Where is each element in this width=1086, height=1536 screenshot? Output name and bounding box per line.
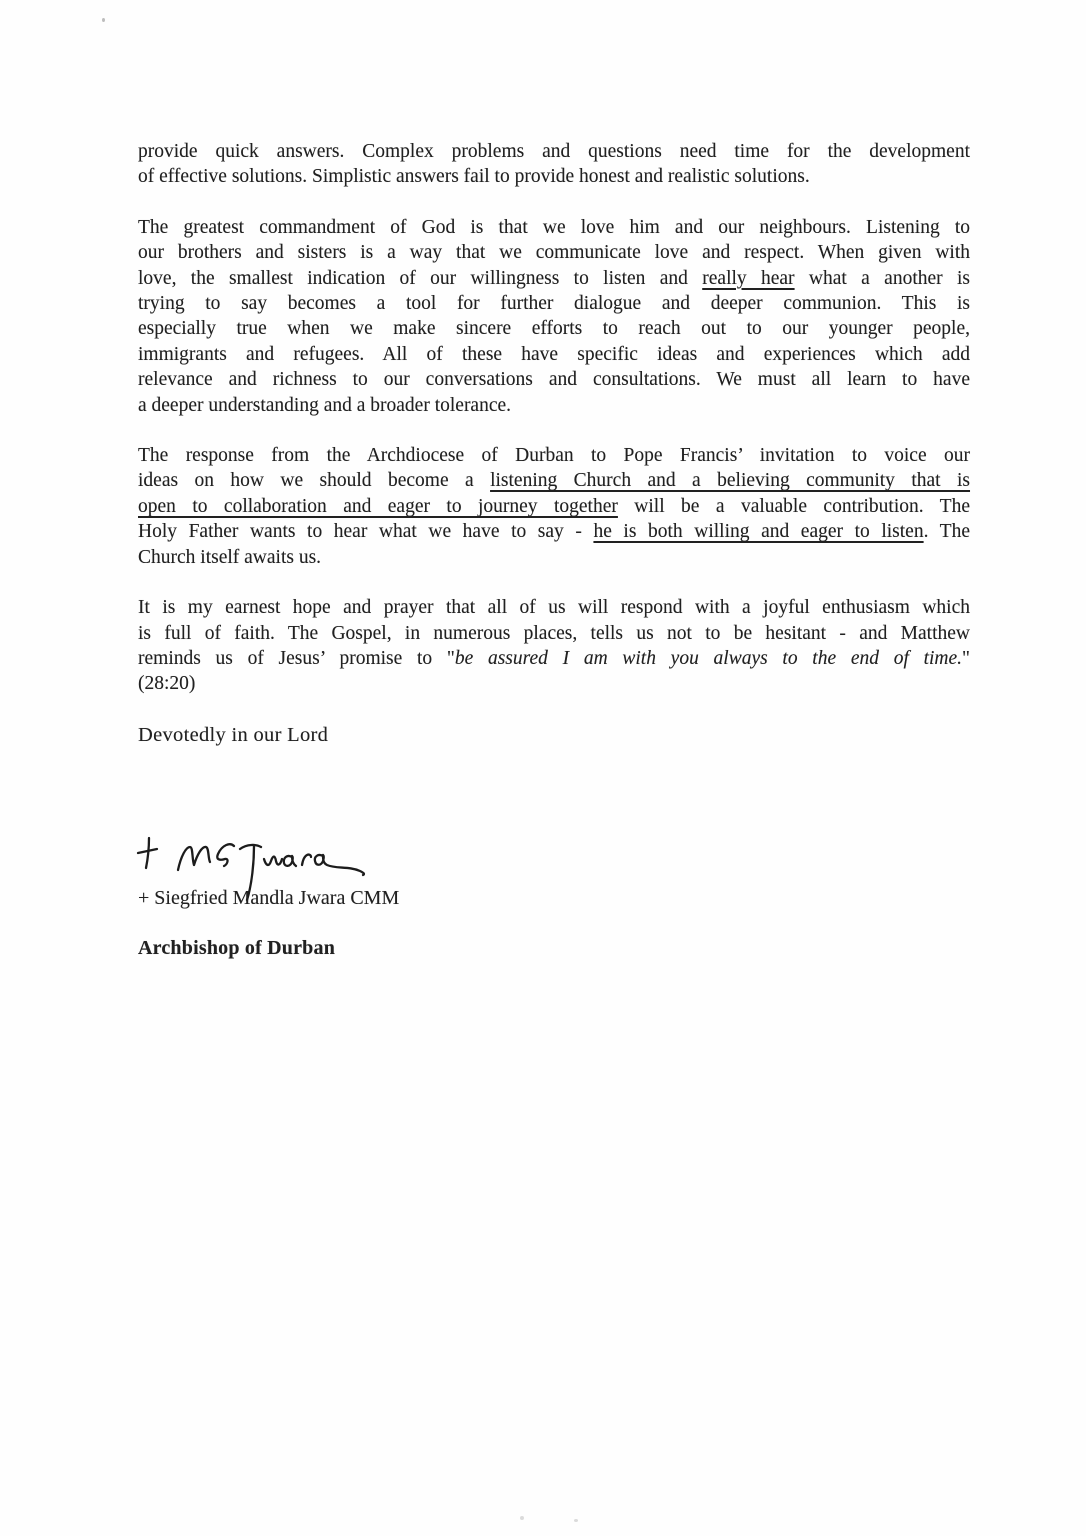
scan-speck [102, 18, 105, 22]
text-segment: The response from the Archdiocese of Durban to Pope Francis’ invitation to voice our [138, 445, 970, 467]
letter-line [138, 316, 970, 341]
letter-content [138, 139, 970, 960]
text-segment-underline: listening Church and a believing community that is [490, 470, 971, 492]
letter-line [138, 367, 970, 392]
text-segment: immigrants and refugees. All of these have specific ideas and experiences which add [138, 343, 970, 365]
text-segment: especially true when we make sincere efforts to reach out to our younger people, [138, 318, 970, 340]
text-segment: . The [923, 521, 970, 543]
text-segment: (28:20) [138, 673, 196, 695]
text-segment-underline: he is both willing and eager to listen [593, 521, 924, 543]
letter-line [138, 240, 970, 265]
text-segment: trying to say becomes a tool for further dialogue and deeper communion. This is [138, 293, 970, 315]
text-segment: what a another is [794, 267, 970, 289]
letter-line [138, 519, 970, 544]
paragraph [138, 139, 970, 190]
text-segment: provide quick answers. Complex problems and questions need time for the development [138, 141, 970, 162]
letter-line [138, 342, 970, 367]
text-segment: ideas on how we should become a [138, 470, 491, 492]
text-segment: love, the smallest indication of our willingness to listen and [138, 267, 703, 289]
letter-line [138, 468, 970, 493]
scan-speck [574, 1519, 578, 1522]
paragraph [138, 595, 970, 697]
letter-line [138, 215, 970, 240]
signature-title: Archbishop of Durban [138, 936, 336, 959]
text-segment: is full of faith. The Gospel, in numerous places, tells us not to be hesitant - and Matthew [138, 622, 970, 644]
text-segment-underline: open to collaboration and eager to journey together [138, 495, 618, 517]
letter-body [138, 139, 970, 697]
signoff-line: Devotedly in our Lord [138, 723, 329, 746]
text-segment: relevance and richness to our conversations and consultations. We must all learn to have [138, 369, 970, 391]
text-segment-underline: really hear [702, 267, 795, 289]
letter-line [138, 443, 970, 468]
letter-line [138, 393, 970, 418]
letter-line [138, 164, 970, 189]
letter-line [138, 545, 970, 570]
text-segment: our brothers and sisters is a way that we communicate love and respect. When given with [138, 242, 970, 264]
letter-line [138, 671, 970, 696]
letter-line [138, 139, 970, 164]
letter-line [138, 494, 970, 519]
paragraph [138, 215, 970, 418]
signature-typed-name: + Siegfried Mandla Jwara CMM [138, 886, 400, 909]
letter-line [138, 646, 970, 671]
text-segment: a deeper understanding and a broader tolerance. [138, 394, 512, 416]
text-segment: The greatest commandment of God is that we love him and our neighbours. Listening to [138, 216, 970, 238]
text-segment: Holy Father wants to hear what we have to say - [138, 521, 594, 543]
scan-speck [520, 1516, 524, 1520]
text-segment-italic: be assured I am with you always to the end of time. [454, 647, 963, 669]
paragraph [138, 443, 970, 570]
letter-line [138, 595, 970, 620]
text-segment: of effective solutions. Simplistic answers fail to provide honest and realistic solutions. [138, 166, 810, 188]
text-segment: Church itself awaits us. [138, 546, 322, 568]
text-segment: " [962, 647, 970, 669]
letter-line [138, 291, 970, 316]
letter-line [138, 621, 970, 646]
text-segment: will be a valuable contribution. The [617, 495, 970, 517]
text-segment: It is my earnest hope and prayer that all of us will respond with a joyful enthusiasm which [138, 597, 970, 619]
letter-line [138, 266, 970, 291]
text-segment: reminds us of Jesus’ promise to " [138, 647, 455, 669]
